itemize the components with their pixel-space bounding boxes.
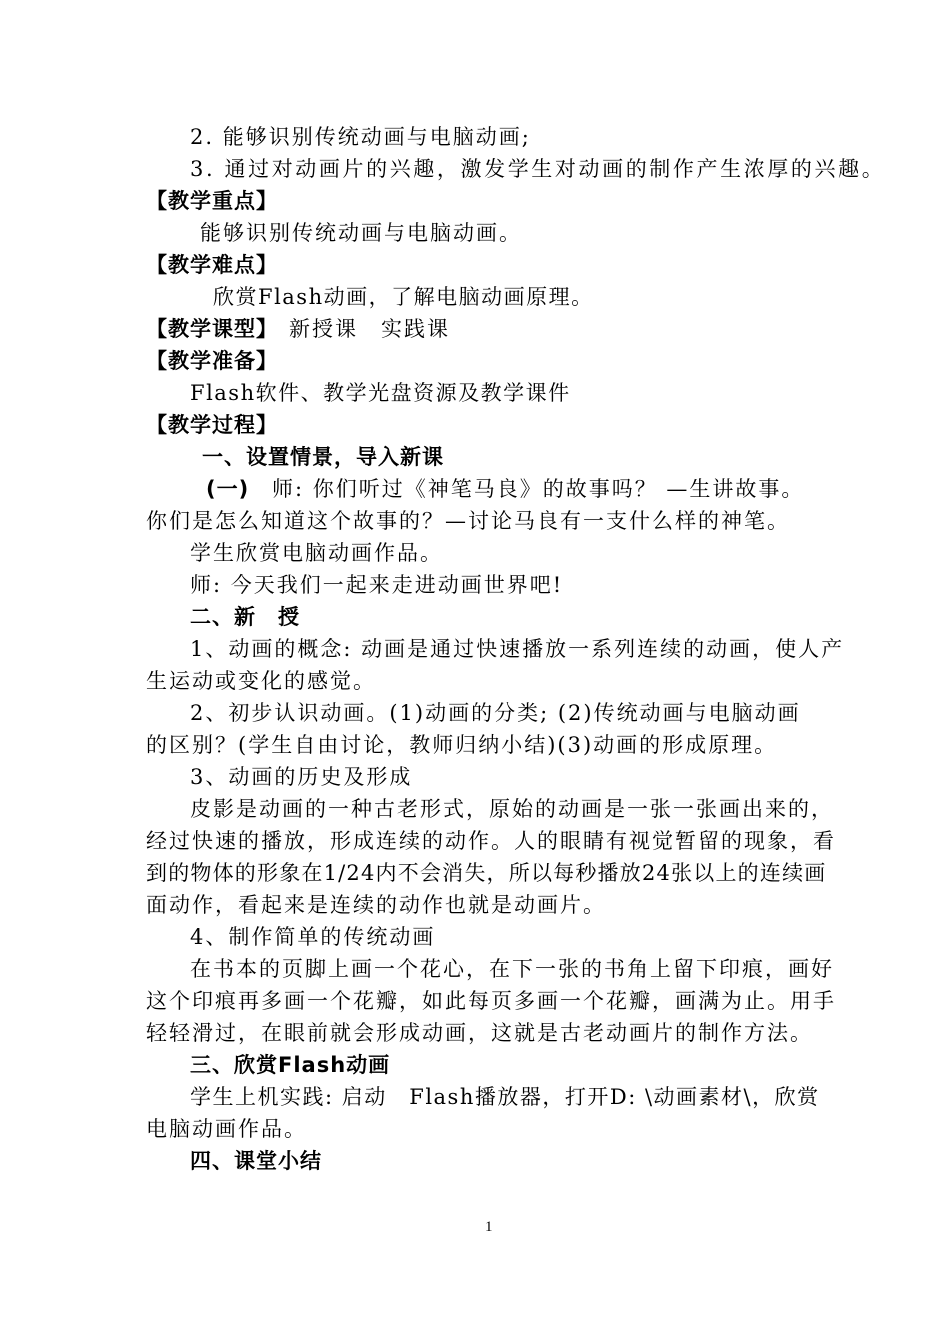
objective-item-2: 2. 能够识别传统动画与电脑动画; (190, 125, 531, 149)
section-2-p2-line-1: 2、初步认识动画。(1)动画的分类; (2)传统动画与电脑动画 (190, 701, 801, 725)
lesson-type-text: 新授课 实践课 (289, 317, 450, 341)
section-2-p3-line-1: 皮影是动画的一种古老形式，原始的动画是一张一张画出来的， (190, 797, 834, 821)
section-2-p3-line-2: 经过快速的播放，形成连续的动作。人的眼睛有视觉暂留的现象，看 (146, 829, 836, 853)
section-2-p3-line-3: 到的物体的形象在1/24内不会消失，所以每秒播放24张以上的连续画 (146, 861, 827, 885)
section-2-p4-line-3: 轻轻滑过，在眼前就会形成动画，这就是古老动画片的制作方法。 (146, 1021, 813, 1045)
section-1-title: 一、设置情景，导入新课 (202, 445, 444, 469)
difficulty-text: 欣赏Flash动画，了解电脑动画原理。 (213, 285, 594, 309)
section-2-p4-line-1: 在书本的页脚上画一个花心，在下一张的书角上留下印痕，画好 (190, 957, 834, 981)
section-3-line-1: 学生上机实践: 启动 Flash播放器，打开D: \动画素材\，欣赏 (190, 1085, 820, 1109)
key-point-heading: 【教学重点】 (146, 189, 278, 213)
lesson-type-heading: 【教学课型】 (146, 317, 278, 341)
difficulty-heading: 【教学难点】 (146, 253, 278, 277)
section-2-p3-line-4: 面动作，看起来是连续的动作也就是动画片。 (146, 893, 606, 917)
section-1-line-3: 学生欣赏电脑动画作品。 (190, 541, 443, 565)
objective-item-3: 3. 通过对动画片的兴趣，激发学生对动画的制作产生浓厚的兴趣。 (190, 157, 886, 181)
section-2-p1-line-1: 1、动画的概念: 动画是通过快速播放一系列连续的动画，使人产 (190, 637, 845, 661)
preparation-heading: 【教学准备】 (146, 349, 278, 373)
section-2-p4-title: 4、制作简单的传统动画 (190, 925, 436, 949)
preparation-text: Flash软件、教学光盘资源及教学课件 (190, 381, 571, 405)
section-1-label: (一) (206, 477, 250, 501)
key-point-text: 能够识别传统动画与电脑动画。 (200, 221, 522, 245)
page-number: 1 (485, 1219, 493, 1235)
section-2-p2-line-2: 的区别？(学生自由讨论，教师归纳小结)(3)动画的形成原理。 (146, 733, 778, 757)
section-2-p1-line-2: 生运动或变化的感觉。 (146, 669, 376, 693)
section-2-p3-title: 3、动画的历史及形成 (190, 765, 413, 789)
section-1-line-4: 师: 今天我们一起来走进动画世界吧! (190, 573, 564, 597)
section-1-line-2: 你们是怎么知道这个故事的？—讨论马良有一支什么样的神笔。 (146, 509, 790, 533)
section-2-title: 二、新 授 (190, 605, 300, 629)
section-2-p4-line-2: 这个印痕再多画一个花瓣，如此每页多画一个花瓣，画满为止。用手 (146, 989, 836, 1013)
section-1-line-1: 师: 你们听过《神笔马良》的故事吗？ —生讲故事。 (272, 477, 805, 501)
section-4-title: 四、课堂小结 (190, 1149, 322, 1173)
process-heading: 【教学过程】 (146, 413, 278, 437)
section-3-title: 三、欣赏Flash动画 (190, 1053, 391, 1077)
section-3-line-2: 电脑动画作品。 (146, 1117, 307, 1141)
